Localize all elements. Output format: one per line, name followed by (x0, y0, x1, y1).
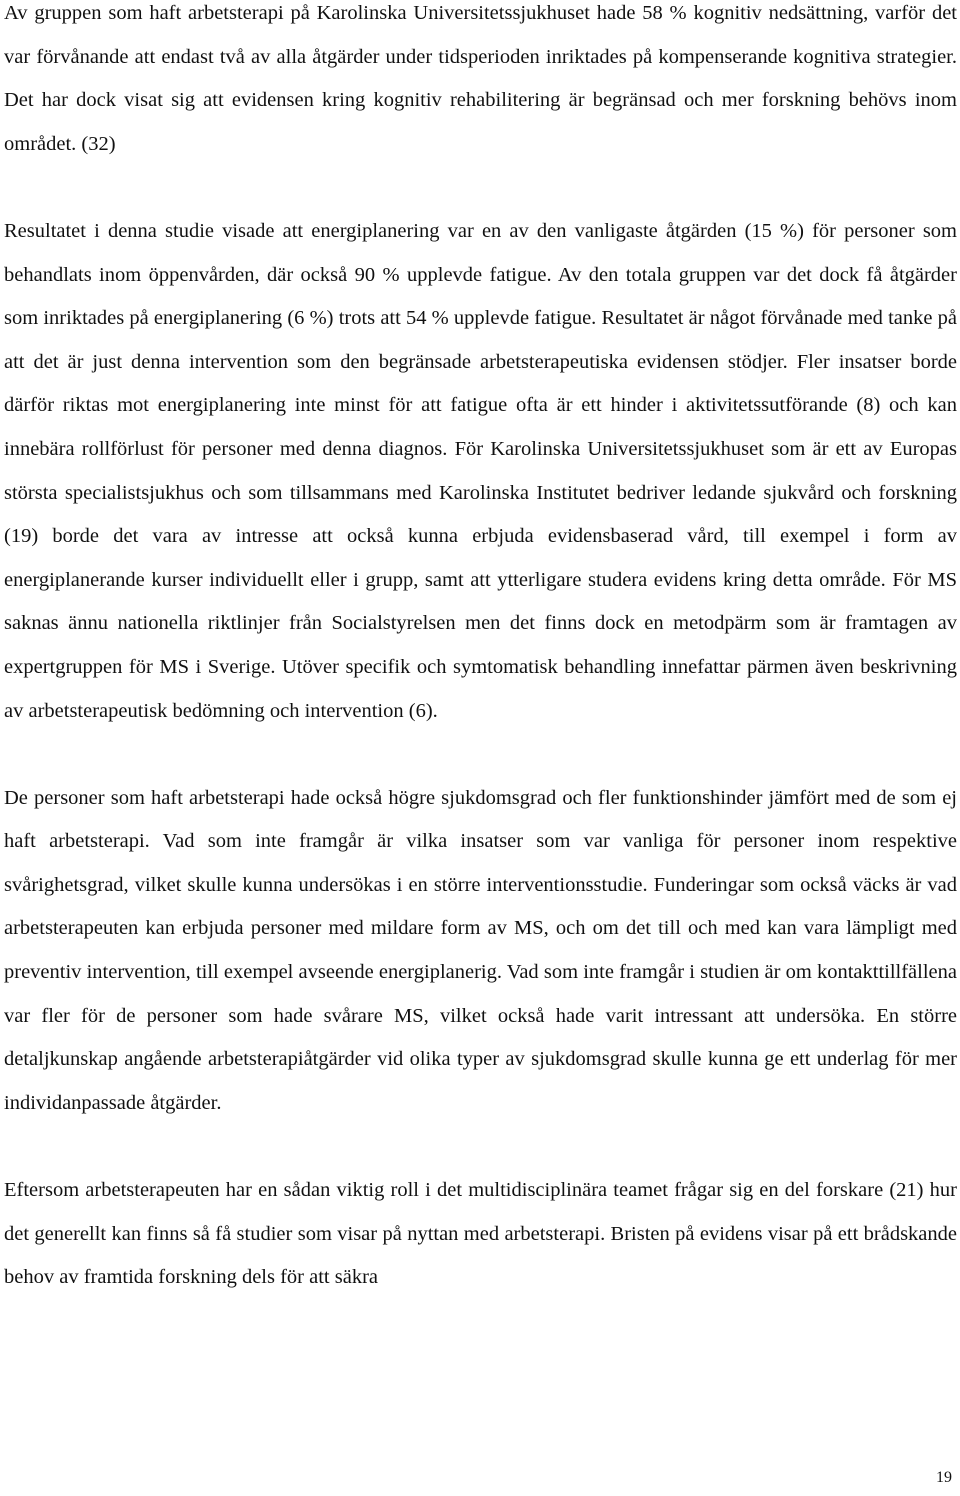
paragraph-research-need: Eftersom arbetsterapeuten har en sådan viktig roll i det multidisciplinära teamet frågar sig en del forskare (21) hur det generellt kan finns så få studier som visar på nyttan med arbetsterapi. Bristen på evidens visar på ett brådskande behov av framtida forskning dels för att säkra (4, 1179, 957, 1289)
paragraph-energy-planning: Resultatet i denna studie visade att energiplanering var en av den vanligaste åtgärden (15 %) för personer som behandlats inom öppenvården, där också 90 % upplevde fatigue. Av den totala gruppen var det dock få åtgärder som inriktades på energiplanering (6 %) trots att 54 % upplevde fatigue. Resultatet är något förvånade med tanke på att det är just denna intervention som den begränsade arbetsterapeutiska evidensen stödjer. Fler insatser borde därför riktas mot energiplanering inte minst för att fatigue ofta är ett hinder i aktivitetssutförande (8) och kan innebära rollförlust för personer med denna diagnos. För Karolinska Universitetssjukhuset som är ett av Europas största specialistsjukhus och som tillsammans med Karolinska Institutet bedriver ledande sjukvård och forskning (19) borde det vara av intresse att också kunna erbjuda evidensbaserad vård, till exempel i form av energiplanerande kurser individuellt eller i grupp, samt att ytterligare studera evidens kring detta område. För MS saknas ännu nationella riktlinjer från Socialstyrelsen men det finns dock en metodpärm som är framtagen av expertgruppen för MS i Sverige. Utöver specifik och symtomatisk behandling innefattar pärmen även beskrivning av arbetsterapeutisk bedömning och intervention (6). (4, 219, 957, 722)
paragraph-disease-severity: De personer som haft arbetsterapi hade också högre sjukdomsgrad och fler funktionshinder jämfört med de som ej haft arbetsterapi. Vad som inte framgår är vilka insatser som var vanliga för personer inom respektive svårighetsgrad, vilket skulle kunna undersökas i en större interventionsstudie. Funderingar som också väcks är vad arbetsterapeuten kan erbjuda personer med mildare form av MS, och om det till och med kan vara lämpligt med preventiv intervention, till exempel avseende energiplanerig. Vad som inte framgår i studien är om kontakttillfällena var fler för de personer som hade svårare MS, vilket också hade varit intressant att undersöka. En större detaljkunskap angående arbetsterapiåtgärder vid olika typer av sjukdomsgrad skulle kunna ge ett underlag för mer individanpassade åtgärder. (4, 786, 957, 1114)
paragraph-cognitive-rehabilitation: Av gruppen som haft arbetsterapi på Karolinska Universitetssjukhuset hade 58 % kognitiv nedsättning, varför det var förvånande att endast två av alla åtgärder under tidsperioden inriktades på kompenserande kognitiva strategier. Det har dock visat sig att evidensen kring kognitiv rehabilitering är begränsad och mer forskning behövs inom området. (32) (4, 2, 957, 155)
page-number: 19 (936, 1469, 952, 1486)
document-page (4, 0, 957, 1300)
